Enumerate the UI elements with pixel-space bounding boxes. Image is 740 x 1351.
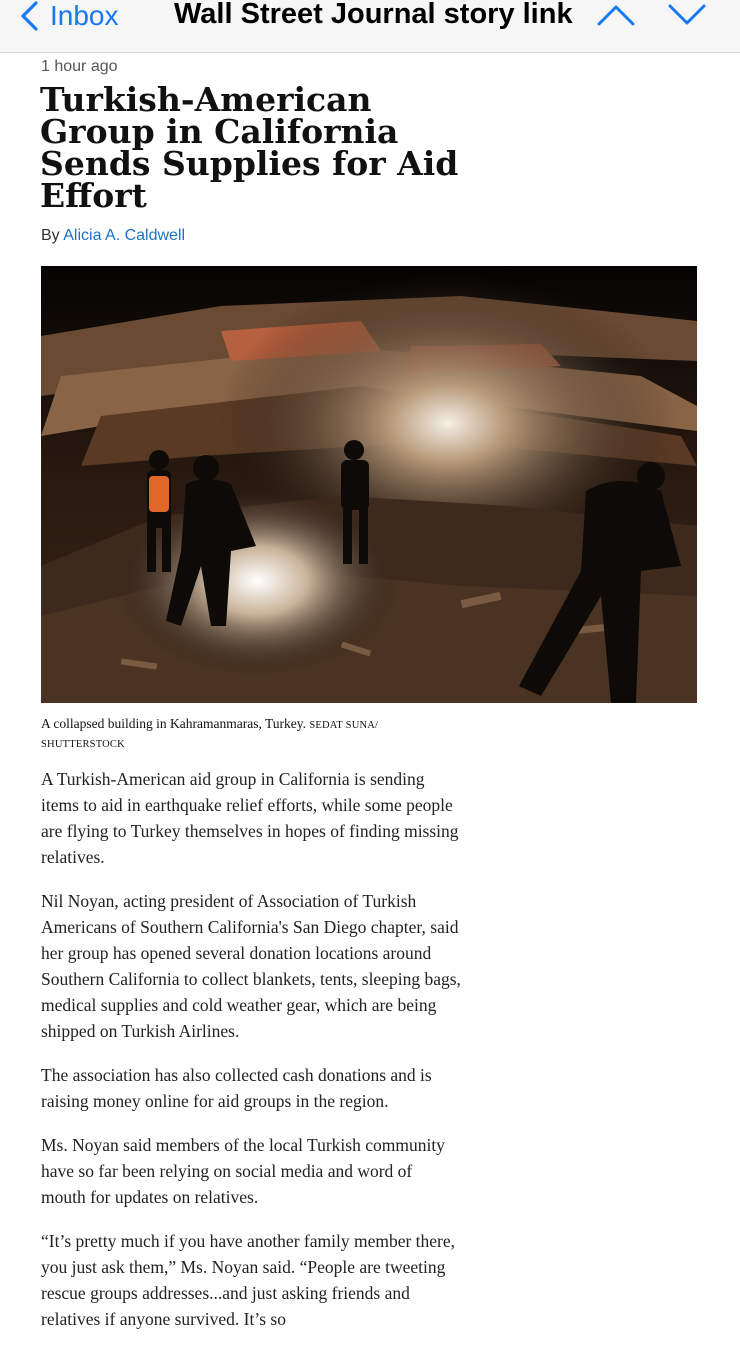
caption-text: A collapsed building in Kahramanmaras, Turkey. [41, 716, 310, 731]
email-subject-title: Wall Street Journal story link [174, 0, 573, 30]
rubble-night-scene-image [41, 266, 697, 703]
article-paragraph: “It’s pretty much if you have another family member there, you just ask them,” Ms. Noyan said. “People are tweeting rescue groups addresses...and just asking friends and relatives if anyone survived. It’s so [41, 1231, 456, 1329]
article-photo [41, 266, 697, 703]
byline-prefix: By [41, 227, 64, 244]
article-paragraph: A Turkish-American aid group in California is sending items to aid in earthquake relief efforts, while some people are flying to Turkey themselves in hopes of finding missing relatives. [41, 769, 459, 867]
article-timestamp: 1 hour ago [41, 58, 118, 75]
photo-caption [41, 715, 461, 753]
author-link[interactable]: Alicia A. Caldwell [63, 227, 186, 244]
navigation-bar [0, 0, 740, 53]
back-to-inbox-button[interactable] [18, 0, 119, 32]
chevron-down-icon[interactable] [667, 0, 707, 30]
article-body [41, 766, 461, 1350]
article-paragraph: Nil Noyan, acting president of Association of Turkish Americans of Southern California's San Diego chapter, said her group has opened several donation locations around Southern California to collect blankets, tents, sleeping bags, medical supplies and cold weather gear, which are being shipped on Turkish Airlines. [41, 891, 461, 1041]
chevron-up-icon[interactable] [596, 0, 636, 30]
photo-credit: SEDAT SUNA/ SHUTTERSTOCK [41, 720, 379, 750]
article-paragraph: Ms. Noyan said members of the local Turkish community have so far been relying on social media and word of mouth for updates on relatives. [41, 1135, 445, 1207]
article-headline: Turkish-American Group in California Sends Supplies for Aid Effort [40, 80, 459, 215]
article-byline [41, 227, 185, 245]
back-button-label: Inbox [50, 0, 119, 31]
chevron-left-icon [18, 0, 40, 32]
article-paragraph: The association has also collected cash donations and is raising money online for aid groups in the region. [41, 1065, 432, 1111]
